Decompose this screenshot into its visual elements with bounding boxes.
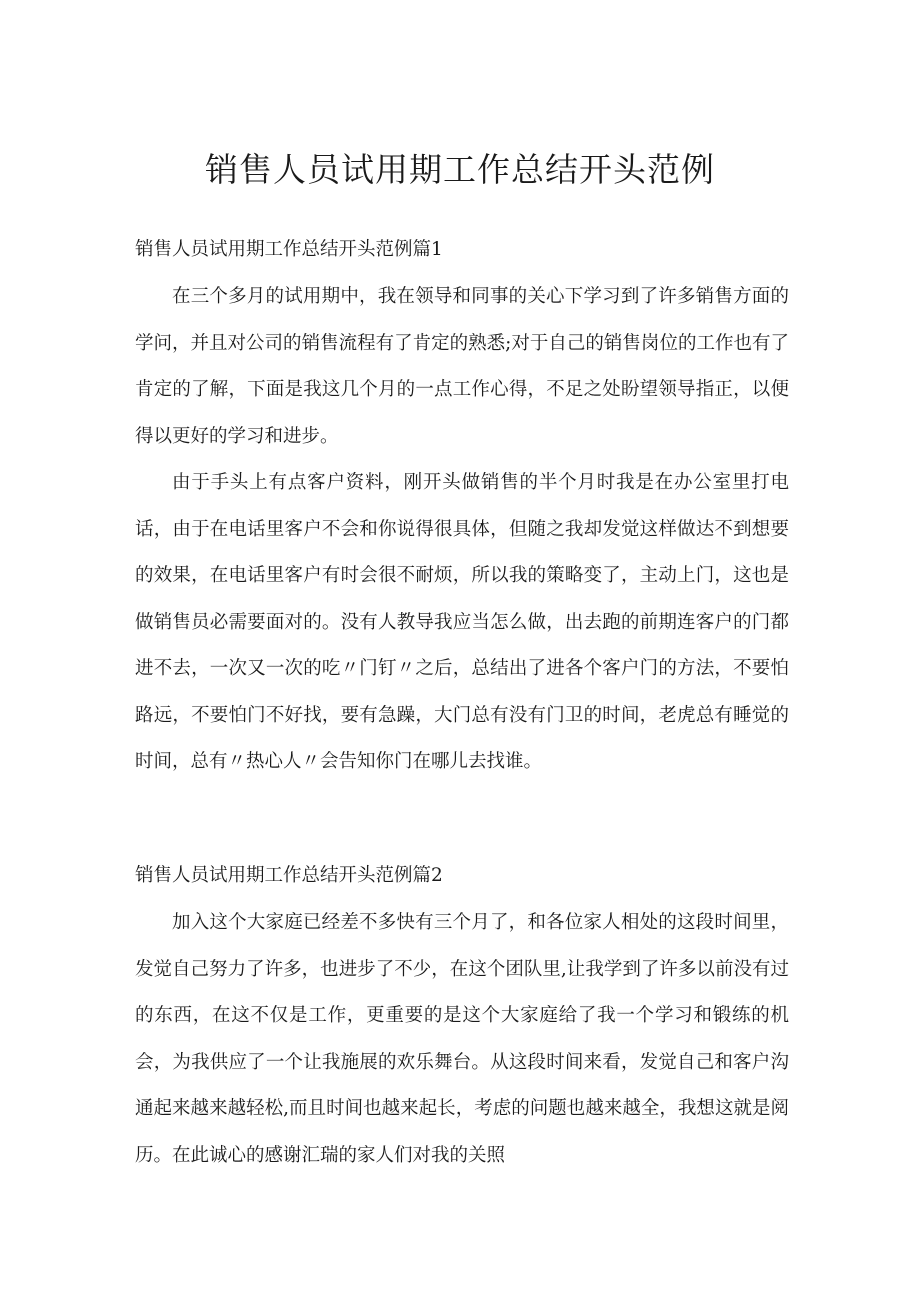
section-heading-1: 销售人员试用期工作总结开头范例篇1 [135,239,443,260]
paragraph-2-1: 加入这个大家庭已经差不多快有三个月了，和各位家人相处的这段时间里，发觉自己努力了许多，也进步了不少，在这个团队里,让我学到了许多以前没有过的东西，在这不仅是工作，更重要的是这个大家庭给了我一个学习和锻练的机会，为我供应了一个让我施展的欢乐舞台。从这段时间来看，发觉自己和客户沟通起来越来越轻松,而且时间也越来起长，考虑的问题也越来越全，我想这就是阅历。在此诚心的感谢汇瑞的家人们对我的关照 [135,912,789,1166]
document-title: 销售人员试用期工作总结开头范例 [205,150,715,189]
paragraph-1-1: 在三个多月的试用期中，我在领导和同事的关心下学习到了许多销售方面的学问，并且对公司的销售流程有了肯定的熟悉;对于自己的销售岗位的工作也有了肯定的了解，下面是我这几个月的一点工作心得，不足之处盼望领导指正，以便得以更好的学习和进步。 [135,286,789,447]
paragraph-1-2: 由于手头上有点客户资料，刚开头做销售的半个月时我是在办公室里打电话，由于在电话里客户不会和你说得很具体，但随之我却发觉这样做达不到想要的效果，在电话里客户有时会很不耐烦，所以我的策略变了，主动上门，这也是做销售员必需要面对的。没有人教导我应当怎么做，出去跑的前期连客户的门都进不去，一次又一次的吃〃门钉〃之后，总结出了进各个客户门的方法，不要怕路远，不要怕门不好找，要有急躁，大门总有没有门卫的时间，老虎总有睡觉的时间，总有〃热心人〃会告知你门在哪儿去找谁。 [135,472,789,772]
section-heading-2: 销售人员试用期工作总结开头范例篇2 [135,865,443,886]
